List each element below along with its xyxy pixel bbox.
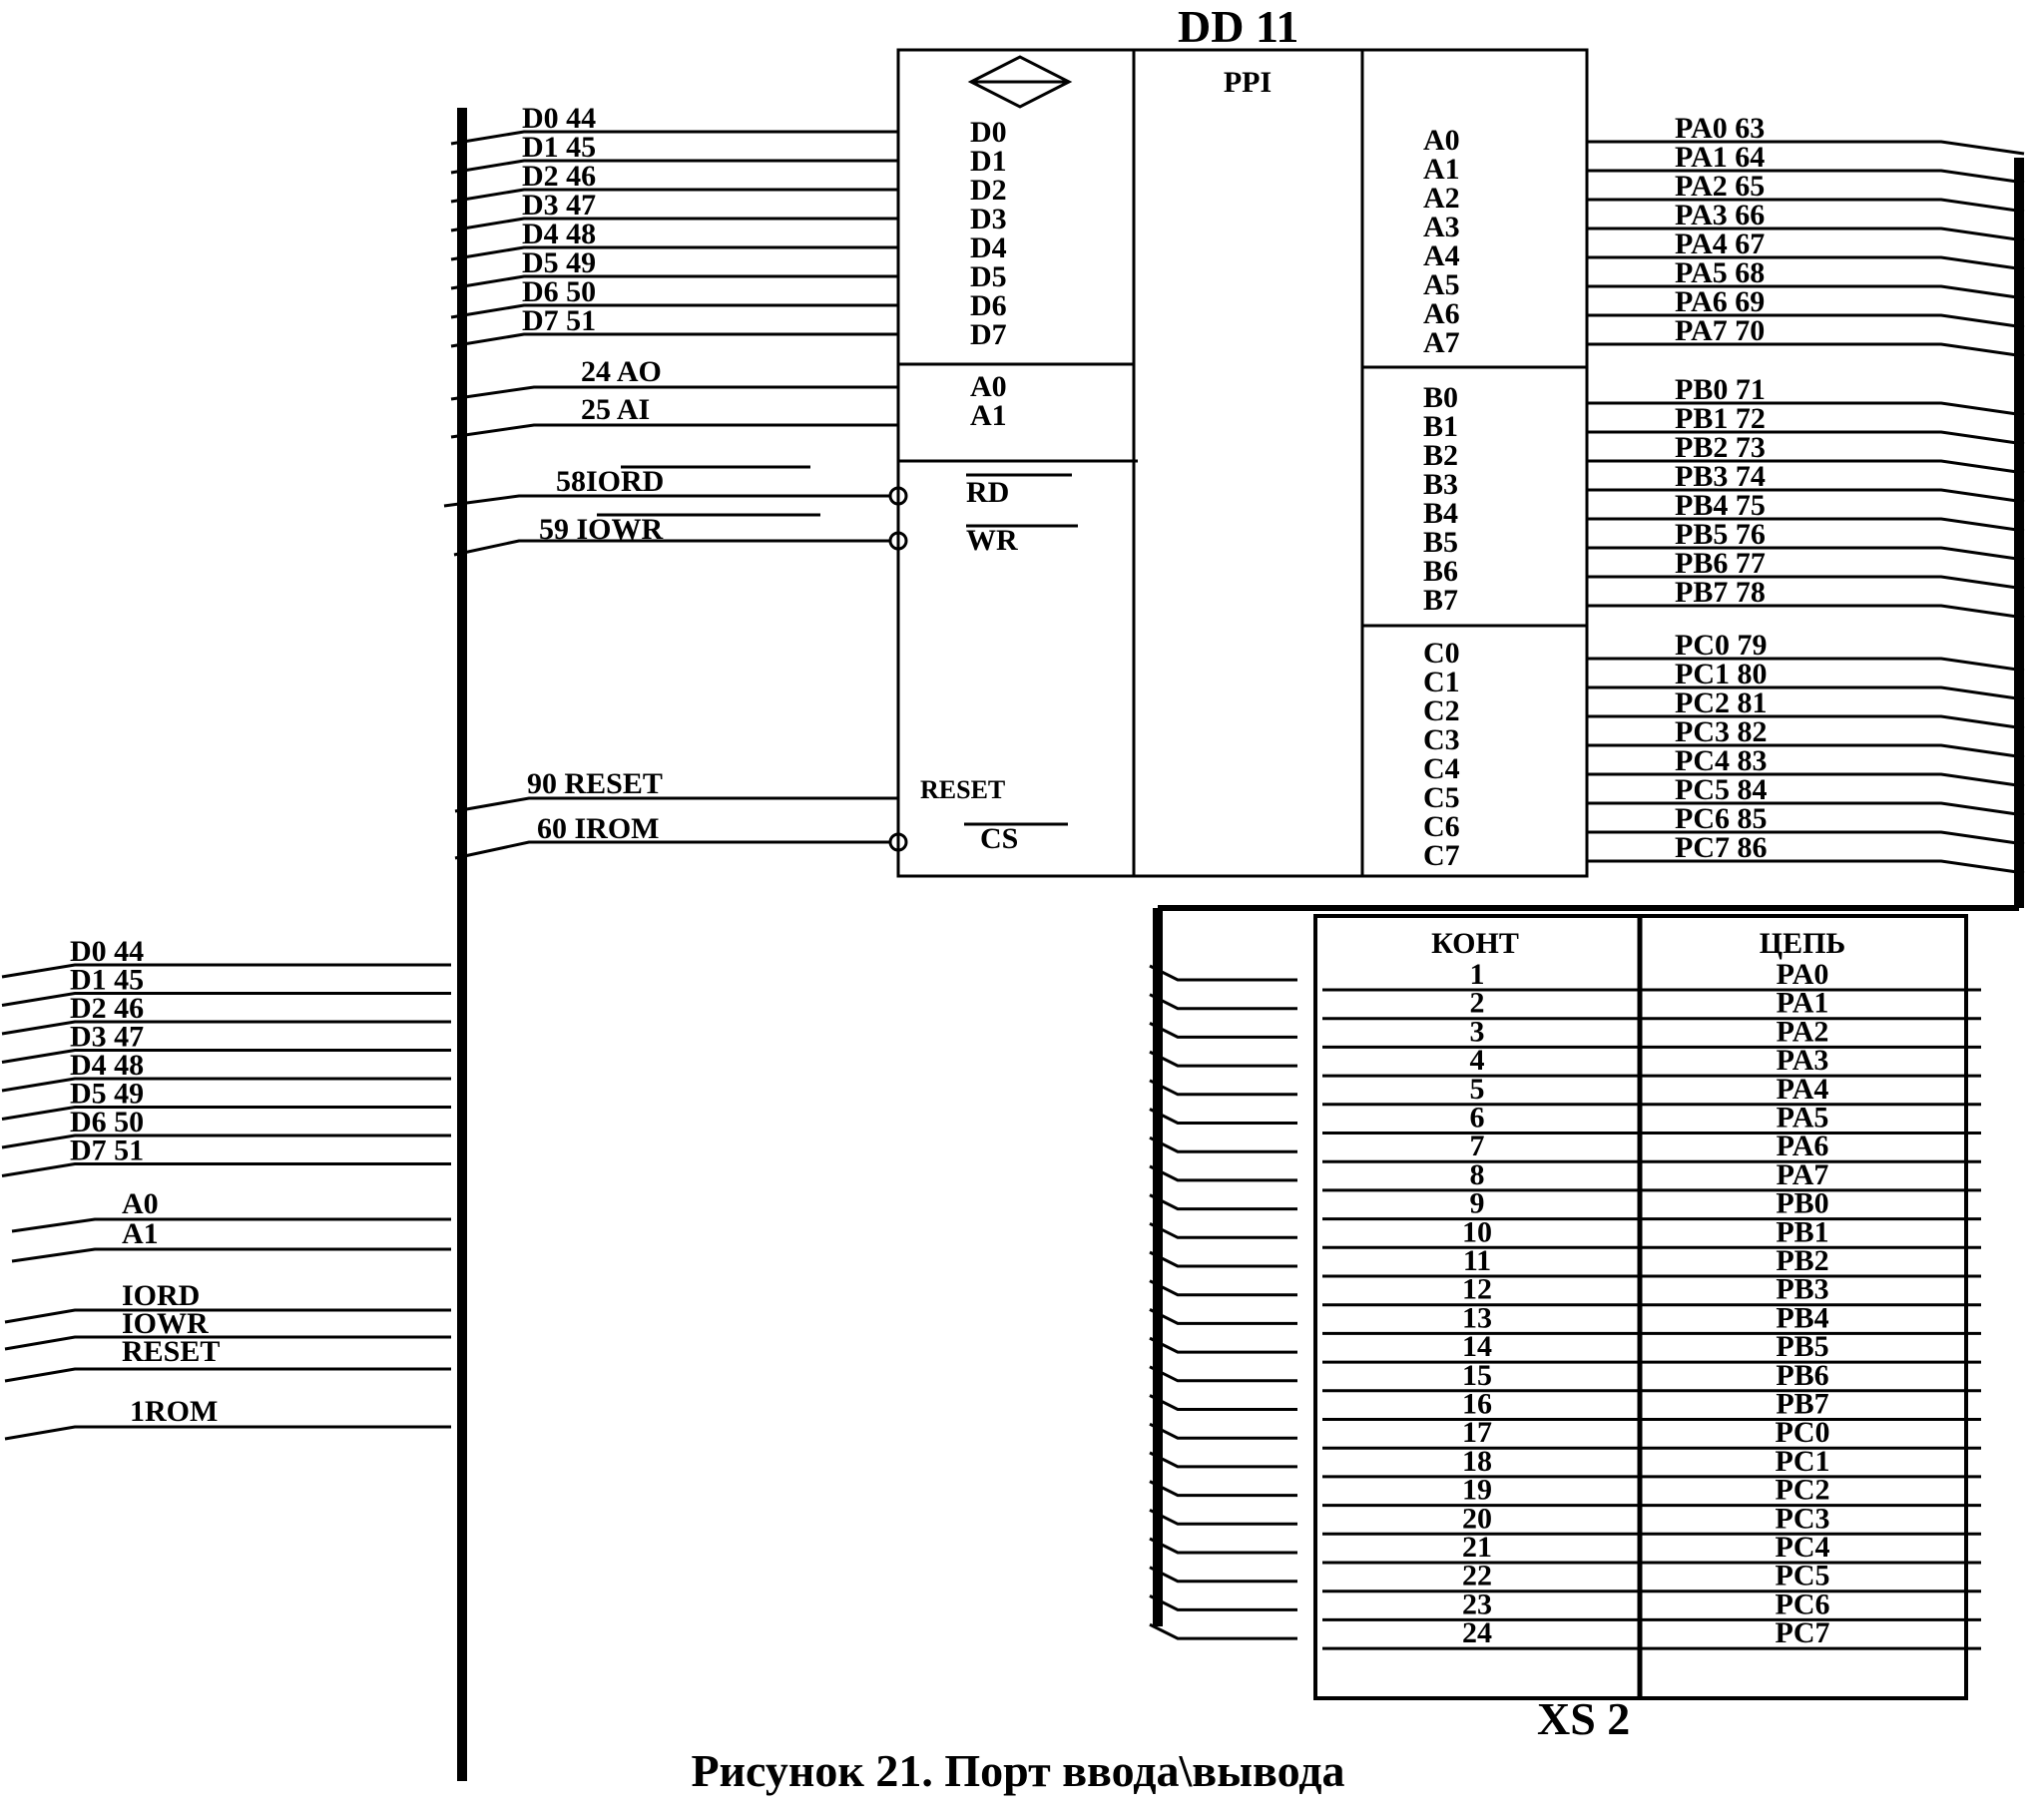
chip-pin-label-rd: RD	[966, 476, 1010, 509]
connector-contact-number: 21	[1462, 1531, 1492, 1564]
connector-contact-number: 23	[1462, 1588, 1492, 1621]
data-net-wire	[451, 305, 898, 317]
chip-pin-label-port-c: C5	[1423, 781, 1460, 814]
port-a-net-wire	[1587, 171, 2024, 183]
port-c-net-wire	[1587, 832, 2024, 844]
connector-xs2	[1150, 908, 1981, 1698]
data-net-label: D3 47	[522, 189, 597, 222]
port-c-net-label: PC2 81	[1675, 686, 1768, 719]
port-a-net-wire	[1587, 142, 2024, 154]
connector-contact-number: 18	[1462, 1444, 1492, 1478]
port-b-net-label: PB5 76	[1675, 518, 1766, 551]
connector-net-name: PB5	[1776, 1330, 1829, 1364]
connector-contact-number: 1	[1469, 958, 1485, 991]
connector-contact-number: 6	[1469, 1101, 1485, 1135]
connector-pin-wire	[1150, 1166, 1297, 1180]
connector-pin-wire	[1150, 1453, 1297, 1467]
port-b-net-wire	[1587, 403, 2024, 415]
port-b-net-label: PB4 75	[1675, 489, 1766, 522]
connector-net-name: PA7	[1776, 1157, 1829, 1191]
connector-header-net: ЦЕПЬ	[1759, 927, 1846, 960]
port-b-net-wire	[1587, 461, 2024, 473]
connector-pin-wire	[1150, 995, 1297, 1009]
port-c-net-wire	[1587, 774, 2024, 786]
iowr-net-wire	[454, 541, 889, 555]
cs-net-wire	[455, 842, 889, 858]
port-c-net-wire	[1587, 716, 2024, 728]
port-a-net-wire	[1587, 200, 2024, 212]
chip-pin-label-wr: WR	[966, 524, 1018, 557]
connector-contact-number: 7	[1469, 1130, 1485, 1163]
connector-net-name: PA1	[1776, 986, 1829, 1020]
data-net-wire	[451, 247, 898, 259]
connector-contact-number: 19	[1462, 1473, 1492, 1507]
port-a-net-label: PA5 68	[1675, 256, 1766, 289]
connector-net-name: PC5	[1775, 1559, 1830, 1592]
addr-net-label: 24 AO	[581, 355, 662, 388]
connector-contact-number: 8	[1469, 1157, 1485, 1191]
connector-pin-wire	[1150, 1367, 1297, 1381]
port-a-net-label: PA2 65	[1675, 170, 1766, 203]
addr-net-label: 25 AI	[581, 393, 651, 426]
bus-input-data-label: D3 47	[70, 1020, 145, 1054]
chip-pin-label-port-a: A0	[1423, 124, 1460, 157]
port-c-net-label: PC5 84	[1675, 773, 1768, 806]
bus-input-ctrl-wire	[5, 1427, 451, 1439]
port-b-net-wire	[1587, 432, 2024, 444]
bus-input-ctrl-wire	[5, 1310, 451, 1322]
port-c-net-label: PC3 82	[1675, 715, 1768, 748]
chip-pin-label-port-b: B6	[1423, 555, 1459, 588]
data-net-label: D1 45	[522, 131, 597, 164]
bus-input-addr-label: A0	[122, 1187, 159, 1220]
chip-pin-label-port-c: C7	[1423, 839, 1460, 872]
connector-net-name: PC2	[1775, 1473, 1830, 1507]
bus-input-iowr-label: IOWR	[122, 1307, 209, 1340]
chip-pin-label-port-a: A3	[1423, 211, 1460, 243]
connector-pin-wire	[1150, 1338, 1297, 1352]
bus-input-data-label: D2 46	[70, 992, 145, 1025]
connector-pin-wire	[1150, 1424, 1297, 1438]
connector-net-name: PA0	[1776, 958, 1829, 991]
labels	[70, 1, 1845, 1796]
connector-pin-wire	[1150, 1482, 1297, 1496]
connector-pin-wire	[1150, 1510, 1297, 1524]
addr-net-wire	[451, 425, 898, 437]
addr-net-wire	[451, 387, 898, 399]
chip-pin-label-addr: A0	[970, 370, 1007, 403]
connector-pin-wire	[1150, 1252, 1297, 1266]
connector-net-name: PC6	[1775, 1588, 1830, 1621]
figure-caption: Рисунок 21. Порт ввода\вывода	[691, 1745, 1345, 1796]
bus-input-data-label: D4 48	[70, 1049, 145, 1082]
connector-pin-wire	[1150, 1081, 1297, 1095]
port-c-net-wire	[1587, 803, 2024, 815]
data-net-label: D4 48	[522, 218, 597, 250]
port-a-net-wire	[1587, 344, 2024, 356]
chip-pin-label-port-a: A7	[1423, 326, 1460, 359]
chip-pin-label-port-c: C2	[1423, 694, 1460, 727]
connector-contact-number: 14	[1462, 1330, 1492, 1364]
chip-designator: DD 11	[1178, 1, 1299, 52]
connector-pin-wire	[1150, 1624, 1297, 1638]
bus-input-ctrl-wire	[5, 1369, 451, 1381]
chip-pin-label-data: D4	[970, 231, 1007, 264]
connector-contact-number: 24	[1462, 1616, 1492, 1650]
connector-contact-number: 3	[1469, 1015, 1485, 1049]
port-c-net-label: PC0 79	[1675, 629, 1768, 662]
connector-contact-number: 20	[1462, 1502, 1492, 1536]
port-c-net-label: PC7 86	[1675, 831, 1768, 864]
port-b-net-wire	[1587, 519, 2024, 531]
data-net-label: D0 44	[522, 102, 597, 135]
connector-pin-wire	[1150, 1052, 1297, 1066]
connector-pin-wire	[1150, 1281, 1297, 1295]
bus-input-reset-label: RESET	[122, 1335, 221, 1368]
port-b-net-wire	[1587, 577, 2024, 589]
data-net-label: D6 50	[522, 275, 597, 308]
connector-net-name: PC4	[1775, 1531, 1830, 1564]
chip-pin-label-port-a: A1	[1423, 153, 1460, 186]
bus-input-data-label: D0 44	[70, 935, 145, 968]
chip-function-label: PPI	[1223, 66, 1273, 99]
port-a-net-wire	[1587, 257, 2024, 269]
connector-contact-number: 9	[1469, 1186, 1485, 1220]
connector-net-name: PA4	[1776, 1072, 1829, 1106]
port-a-net-label: PA3 66	[1675, 199, 1766, 231]
bus-input-data-label: D6 50	[70, 1106, 145, 1138]
port-c-net-label: PC6 85	[1675, 802, 1768, 835]
reset-net-wire	[455, 798, 898, 811]
data-net-wire	[451, 219, 898, 230]
connector-net-name: PB1	[1776, 1215, 1829, 1249]
chip-pin-label-port-a: A4	[1423, 239, 1460, 272]
bus-input-data-label: D7 51	[70, 1134, 145, 1167]
chip-pin-label-port-b: B4	[1423, 497, 1459, 530]
connector-pin-wire	[1150, 966, 1297, 980]
connector-net-name: PC7	[1775, 1616, 1830, 1650]
data-net-wire	[451, 276, 898, 288]
connector-net-name: PB4	[1776, 1301, 1829, 1335]
port-c-net-label: PC4 83	[1675, 744, 1768, 777]
port-c-net-label: PC1 80	[1675, 658, 1768, 690]
connector-net-name: PB2	[1776, 1244, 1829, 1277]
bus-input-ctrl-wire	[5, 1337, 451, 1349]
connector-contact-number: 11	[1462, 1244, 1492, 1277]
chip-pin-label-port-b: B7	[1423, 584, 1459, 617]
connector-contact-number: 13	[1462, 1301, 1492, 1335]
chip-pin-label-port-c: C1	[1423, 666, 1460, 698]
bus-input-addr-wire	[12, 1219, 451, 1231]
connector-pin-wire	[1150, 1595, 1297, 1609]
port-a-net-wire	[1587, 228, 2024, 240]
chip-pin-label-port-c: C3	[1423, 723, 1460, 756]
bus-input-data-label: D1 45	[70, 963, 145, 997]
port-b-net-label: PB3 74	[1675, 460, 1766, 493]
connector-contact-number: 12	[1462, 1272, 1492, 1306]
chip-pin-label-data: D3	[970, 203, 1007, 235]
connector-pin-wire	[1150, 1110, 1297, 1124]
iord-net-label: 58IORD	[556, 465, 665, 498]
connector-contact-number: 22	[1462, 1559, 1492, 1592]
chip-pin-label-port-a: A6	[1423, 297, 1460, 330]
chip-pin-label-data: D0	[970, 116, 1007, 149]
cs-net-label: 60 IROM	[537, 812, 660, 845]
chip-pin-label-port-b: B2	[1423, 439, 1459, 472]
port-c-net-wire	[1587, 861, 2024, 873]
chip-pin-label-data: D7	[970, 318, 1007, 351]
chip-pin-label-port-b: B0	[1423, 381, 1459, 414]
port-b-net-wire	[1587, 548, 2024, 560]
connector-net-name: PA3	[1776, 1044, 1829, 1078]
connector-pin-wire	[1150, 1568, 1297, 1582]
connector-net-name: PB6	[1776, 1358, 1829, 1392]
port-a-net-label: PA1 64	[1675, 141, 1766, 174]
connector-contact-number: 15	[1462, 1358, 1492, 1392]
port-c-net-wire	[1587, 659, 2024, 671]
chip-pin-label-cs: CS	[980, 822, 1019, 855]
connector-net-name: PB3	[1776, 1272, 1829, 1306]
connector-pin-wire	[1150, 1195, 1297, 1209]
bus-input-rom-label: 1ROM	[130, 1395, 219, 1428]
port-a-net-label: PA7 70	[1675, 314, 1766, 347]
bus-input-addr-label: A1	[122, 1217, 159, 1250]
iord-net-wire	[444, 496, 889, 506]
connector-net-name: PA6	[1776, 1130, 1829, 1163]
connector-pin-wire	[1150, 1137, 1297, 1151]
chip-pin-label-port-b: B3	[1423, 468, 1459, 501]
data-net-label: D5 49	[522, 246, 597, 279]
port-a-net-label: PA0 63	[1675, 112, 1766, 145]
connector-contact-number: 5	[1469, 1072, 1485, 1106]
bus-input-data-label: D5 49	[70, 1077, 145, 1111]
wires	[2, 108, 2024, 1781]
connector-contact-number: 17	[1462, 1416, 1492, 1450]
connector-contact-number: 2	[1469, 986, 1485, 1020]
chip-pin-label-port-c: C0	[1423, 637, 1460, 670]
connector-header-contact: КОНТ	[1431, 927, 1519, 960]
data-net-wire	[451, 334, 898, 346]
chip-pin-label-data: D6	[970, 289, 1007, 322]
connector-pin-wire	[1150, 1539, 1297, 1553]
port-a-net-wire	[1587, 286, 2024, 298]
port-b-net-label: PB2 73	[1675, 431, 1766, 464]
connector-net-name: PC3	[1775, 1502, 1830, 1536]
port-c-net-wire	[1587, 745, 2024, 757]
port-b-net-wire	[1587, 490, 2024, 502]
connector-contact-number: 16	[1462, 1387, 1492, 1421]
port-b-net-label: PB6 77	[1675, 547, 1766, 580]
connector-pin-wire	[1150, 1309, 1297, 1323]
reset-net-label: 90 RESET	[527, 767, 663, 800]
chip-pin-label-data: D5	[970, 260, 1007, 293]
port-b-net-label: PB1 72	[1675, 402, 1766, 435]
port-b-net-wire	[1587, 606, 2024, 618]
data-net-wire	[451, 161, 898, 173]
connector-pin-wire	[1150, 1023, 1297, 1037]
port-a-net-label: PA4 67	[1675, 227, 1766, 260]
data-net-wire	[451, 190, 898, 202]
chip-pin-label-port-a: A5	[1423, 268, 1460, 301]
chip-pin-label-data: D1	[970, 145, 1007, 178]
connector-net-name: PA5	[1776, 1101, 1829, 1135]
chip-pin-label-port-c: C6	[1423, 810, 1460, 843]
connector-net-name: PB7	[1776, 1387, 1829, 1421]
connector-contact-number: 10	[1462, 1215, 1492, 1249]
chip-pin-label-port-b: B5	[1423, 526, 1459, 559]
data-net-label: D2 46	[522, 160, 597, 193]
port-a-net-wire	[1587, 315, 2024, 327]
connector-contact-number: 4	[1469, 1044, 1485, 1078]
chip-pin-label-addr: A1	[970, 399, 1007, 432]
bus-input-iord-label: IORD	[122, 1279, 201, 1312]
data-net-label: D7 51	[522, 304, 597, 337]
chip-pin-label-reset: RESET	[920, 775, 1006, 804]
connector-pin-wire	[1150, 1223, 1297, 1237]
chip-pin-label-port-b: B1	[1423, 410, 1459, 443]
port-b-net-label: PB7 78	[1675, 576, 1766, 609]
chip-pin-label-data: D2	[970, 174, 1007, 207]
chip-pin-label-port-a: A2	[1423, 182, 1460, 215]
connector-pin-wire	[1150, 1396, 1297, 1410]
port-c-net-wire	[1587, 687, 2024, 699]
connector-net-name: PB0	[1776, 1186, 1829, 1220]
data-net-wire	[451, 132, 898, 144]
port-b-net-label: PB0 71	[1675, 373, 1766, 406]
chip-pin-label-port-c: C4	[1423, 752, 1460, 785]
connector-net-name: PC0	[1775, 1416, 1830, 1450]
connector-net-name: PA2	[1776, 1015, 1829, 1049]
port-a-net-label: PA6 69	[1675, 285, 1766, 318]
connector-net-name: PC1	[1775, 1444, 1830, 1478]
iowr-net-label: 59 IOWR	[539, 513, 664, 546]
bus-input-addr-wire	[12, 1249, 451, 1261]
connector-designator: XS 2	[1537, 1693, 1631, 1744]
